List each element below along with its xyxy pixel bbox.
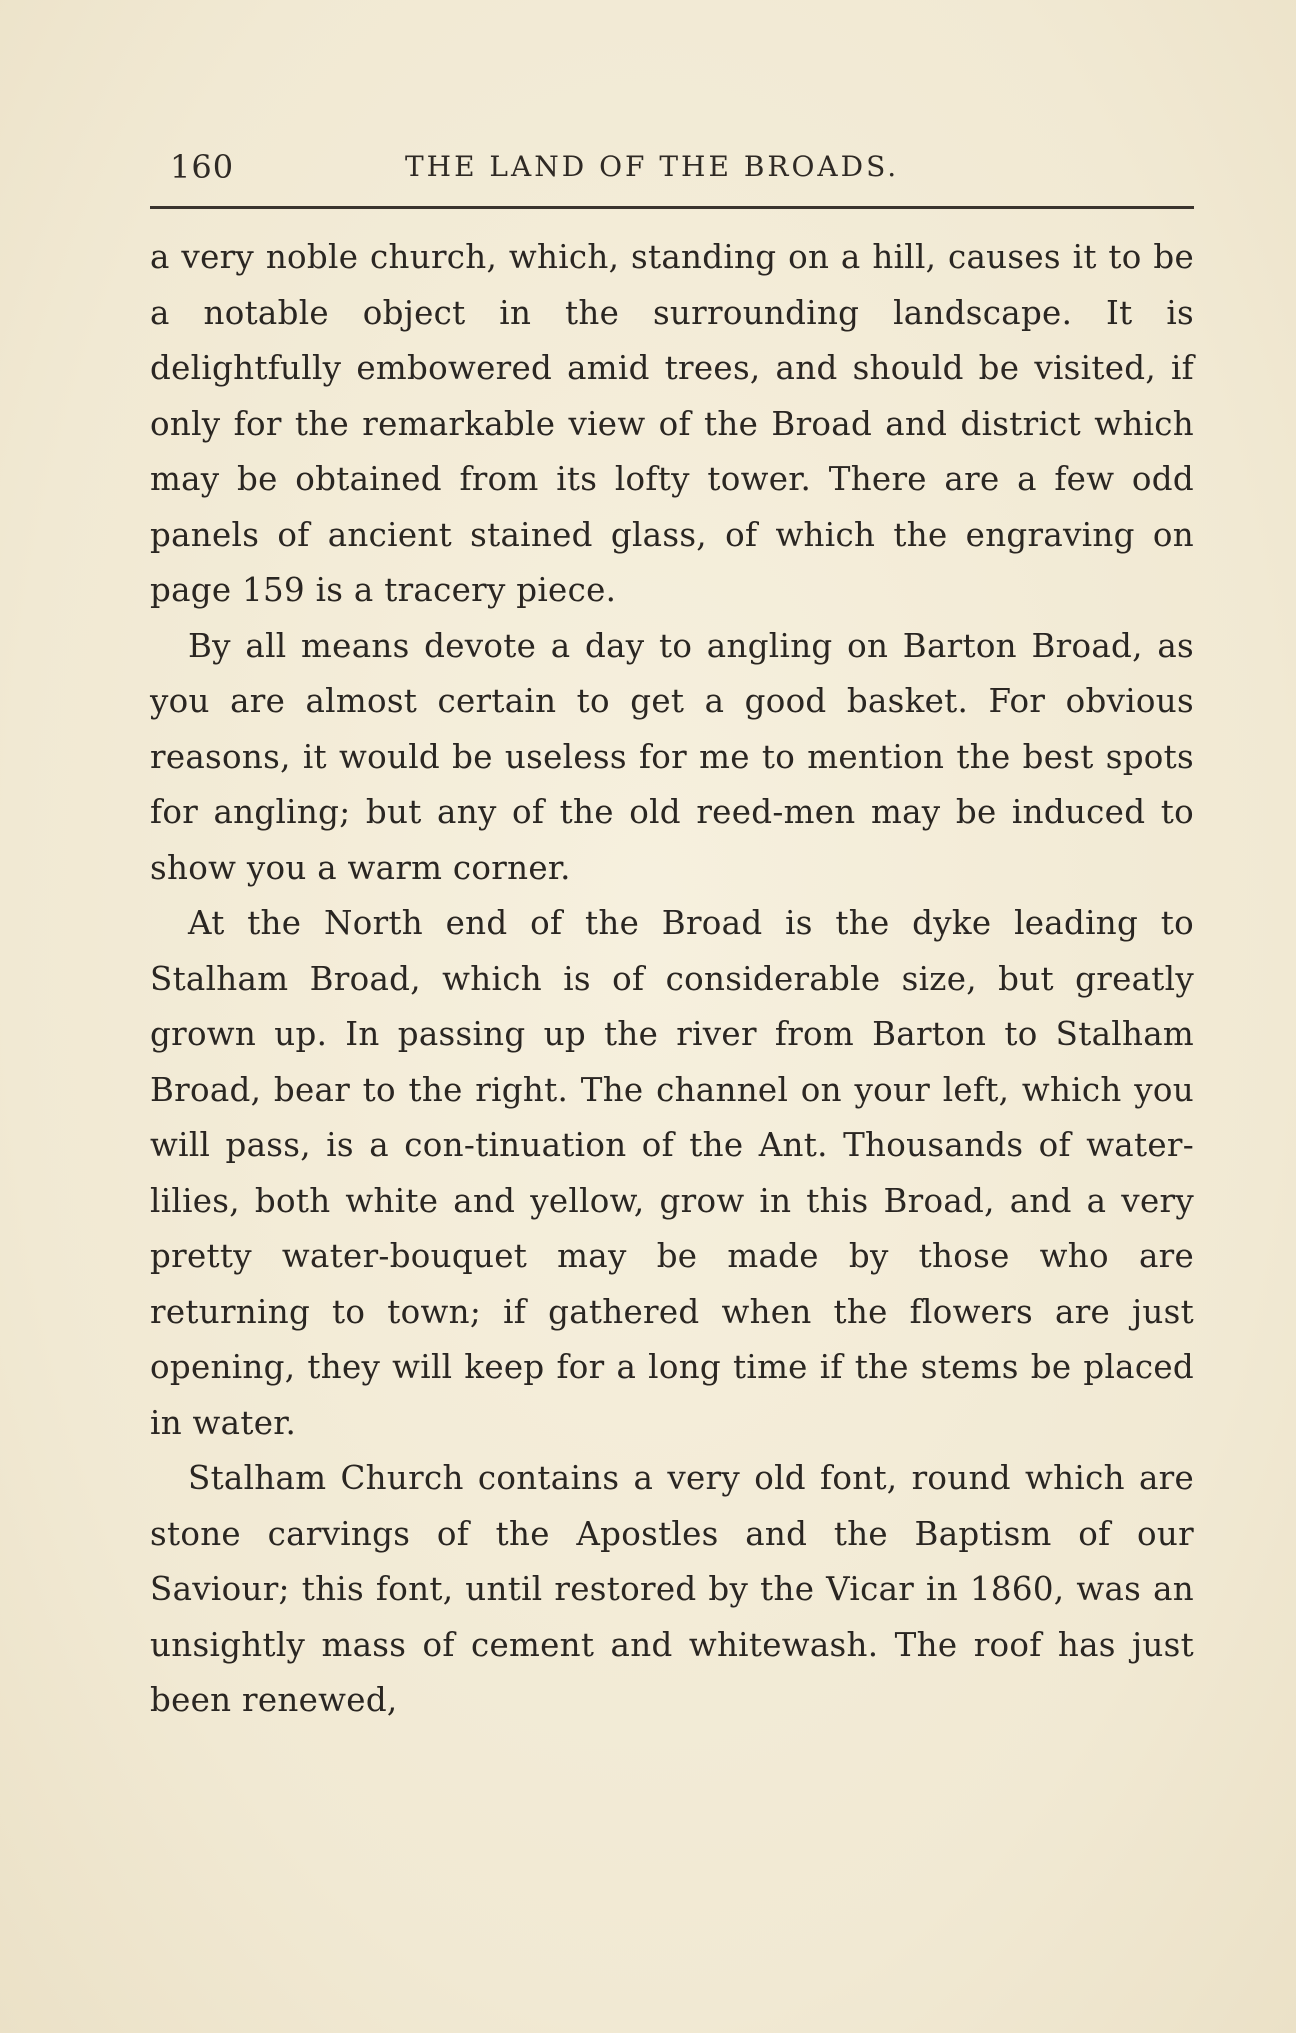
paragraph-3: At the North end of the Broad is the dyke leading to Stalham Broad, which is of considerable size, but greatly grown up. In passing up the river from Barton to Stalham Broad, bear to the right. The channel on your left, which you will pass, is a con-tinuation of the Ant. Thousands of water-lilies, both white and yellow, grow in this Broad, and a very pretty water-bouquet may be made by those who are returning to town; if gathered when the flowers are just opening, they will keep for a long time if the stems be placed in water. xyxy=(150,904,1194,1442)
page-header xyxy=(150,148,1194,192)
paragraph-4: Stalham Church contains a very old font, round which are stone carvings of the Apostles and the Baptism of our Saviour; this font, until restored by the Vicar in 1860, was an unsightly mass of cement and whitewash. The roof has just been renewed, xyxy=(150,1459,1194,1719)
paragraph-1: a very noble church, which, standing on a hill, causes it to be a notable object in the surrounding landscape. It is delightfully embowered amid trees, and should be visited, if only for the remarkable view of the Broad and district which may be obtained from its lofty tower. There are a few odd panels of ancient stained glass, of which the engraving on page 159 is a tracery piece. xyxy=(150,238,1194,609)
header-rule xyxy=(150,206,1194,209)
running-head: THE LAND OF THE BROADS. xyxy=(405,150,900,183)
body-text xyxy=(150,230,1194,1729)
paragraph-2: By all means devote a day to angling on Barton Broad, as you are almost certain to get a good basket. For obvious reasons, it would be useless for me to mention the best spots for angling; but any of the old reed-men may be induced to show you a warm corner. xyxy=(150,626,1194,887)
page-number: 160 xyxy=(170,148,235,186)
